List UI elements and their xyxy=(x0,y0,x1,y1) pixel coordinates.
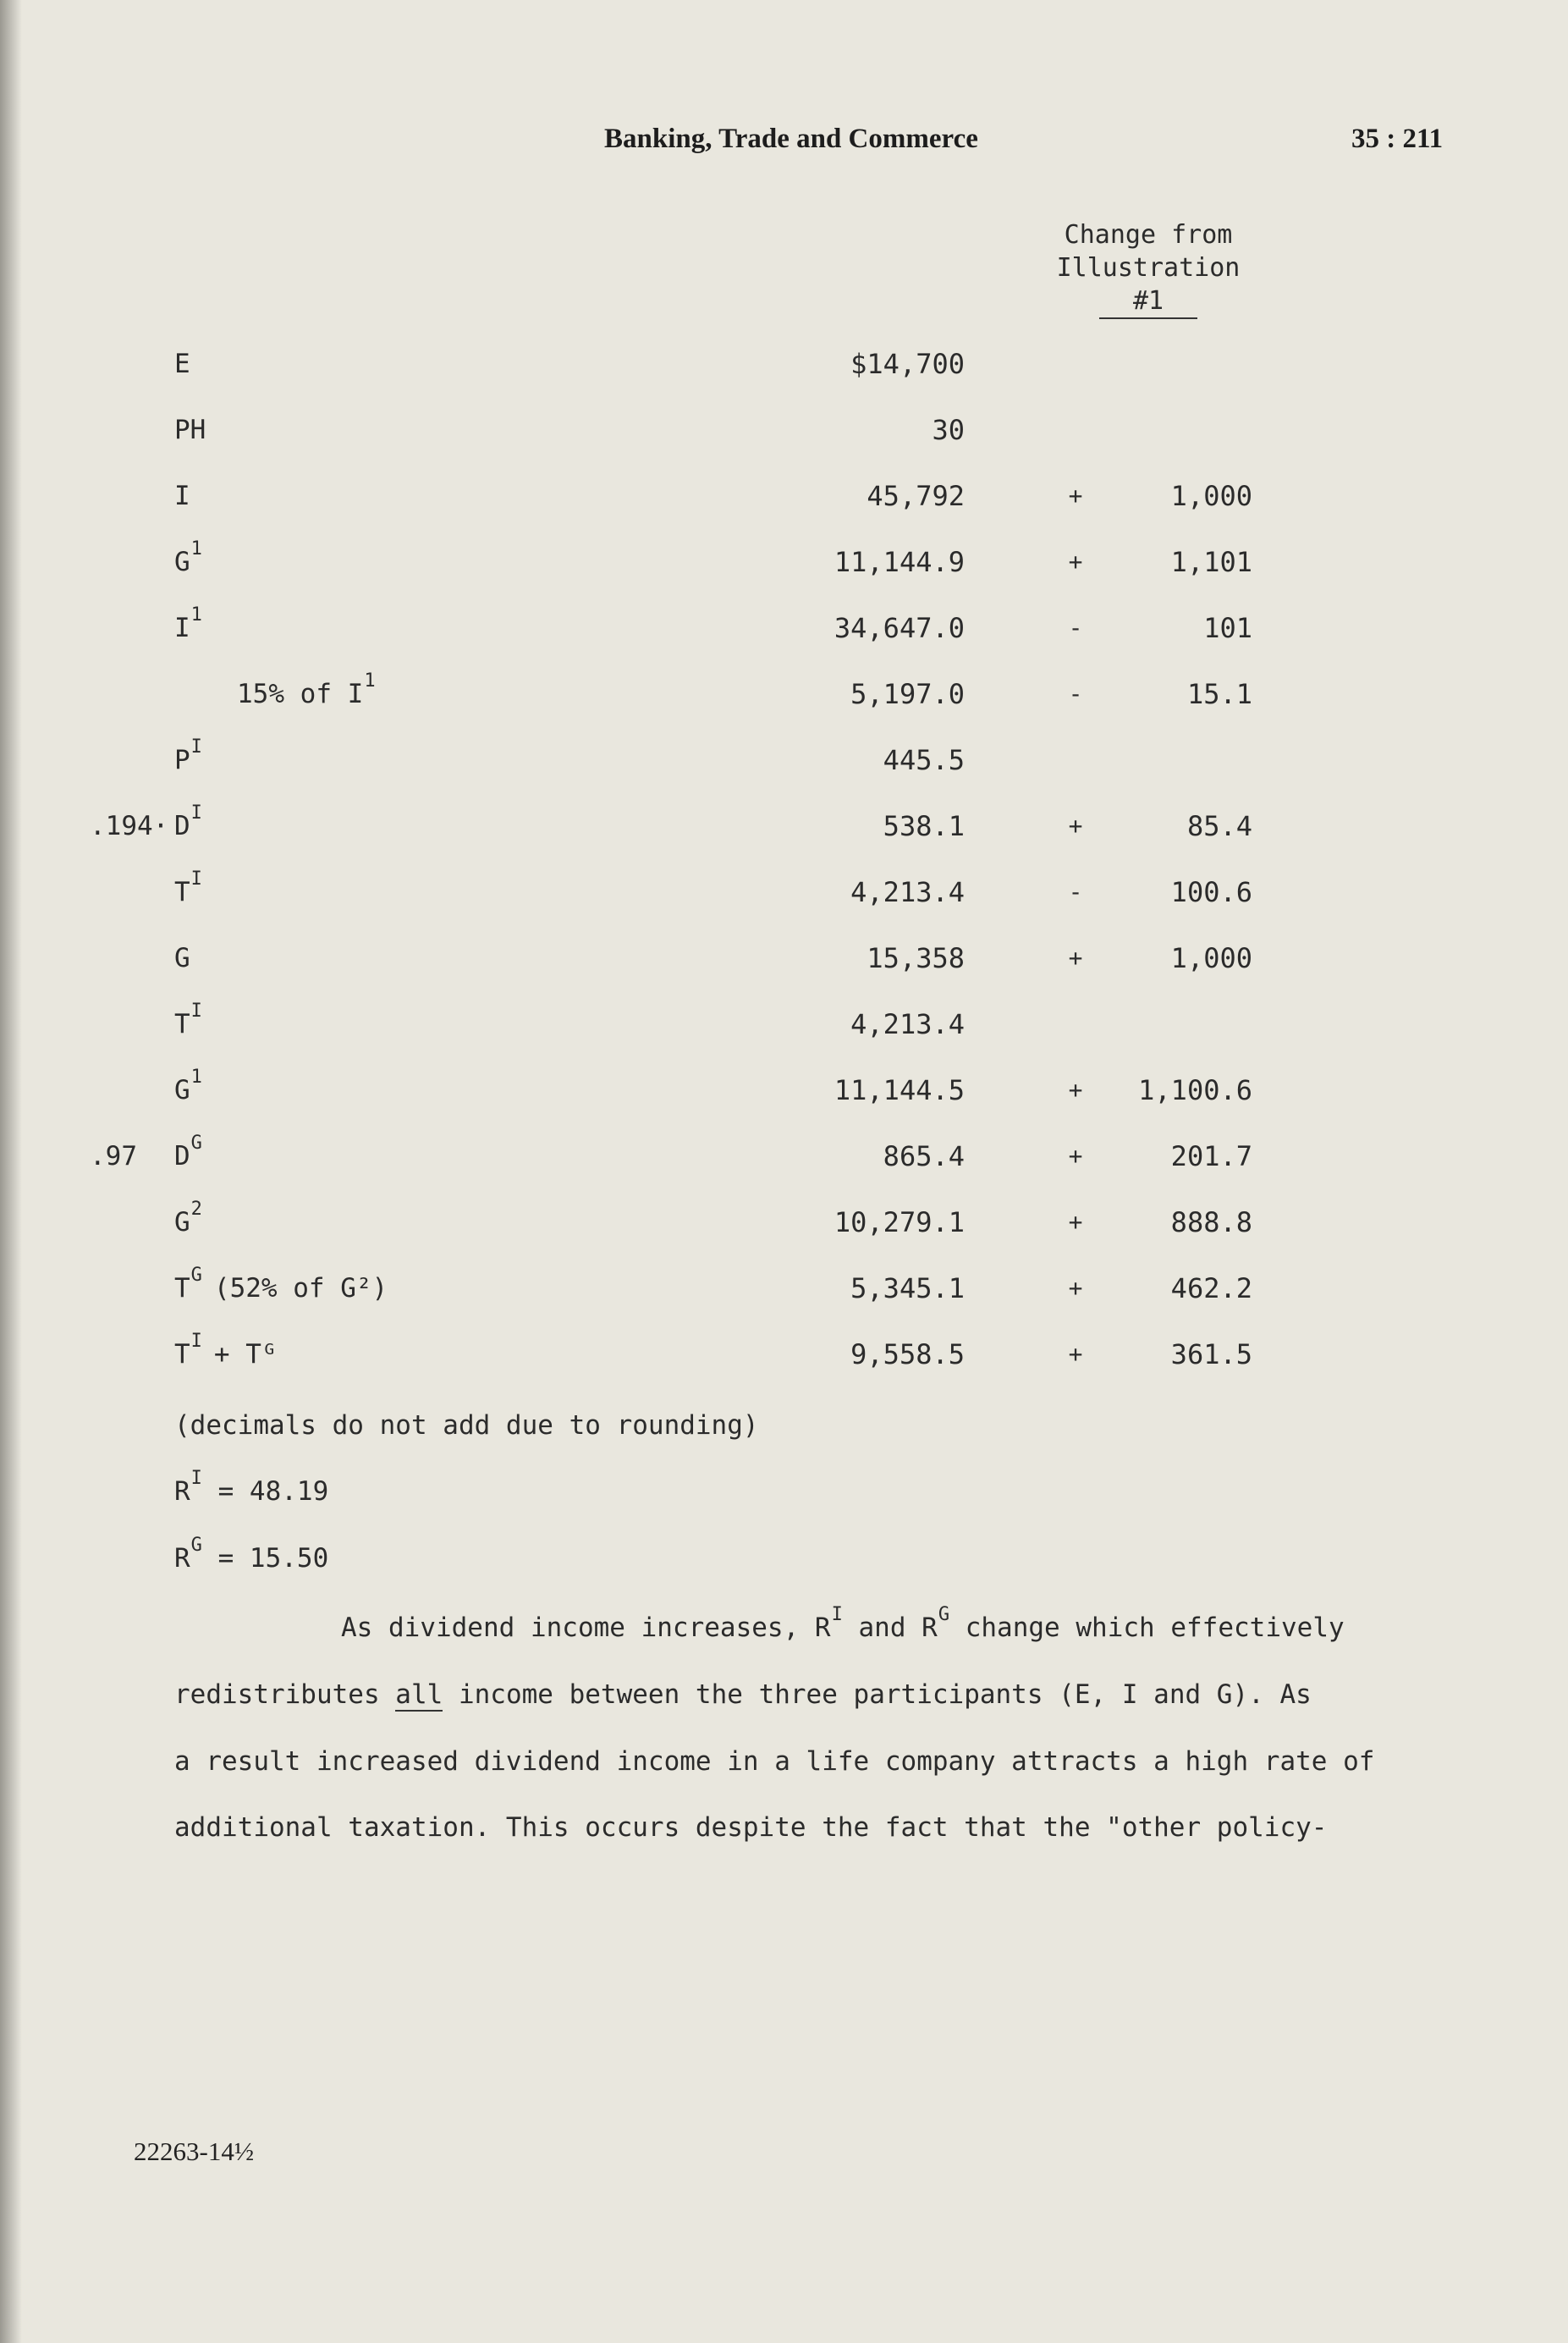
row-label-superscript: I xyxy=(190,1001,202,1022)
row-change-sign: - xyxy=(1068,614,1083,642)
row-label-superscript: 1 xyxy=(190,538,202,560)
row-value: 4,213.4 xyxy=(850,876,965,908)
paragraph-line-1-a: As dividend income increases, R xyxy=(341,1613,831,1643)
row-label-text: T xyxy=(174,877,190,907)
row-value: 445.5 xyxy=(883,744,965,776)
row-label-text: 15% of I xyxy=(237,679,364,709)
row-value: 11,144.9 xyxy=(834,546,965,578)
row-change-value: 361.5 xyxy=(1170,1338,1252,1370)
row-label-superscript: 1 xyxy=(190,604,202,626)
running-header-title: Banking, Trade and Commerce xyxy=(604,124,978,154)
row-label xyxy=(174,1133,202,1175)
column-header-line-1: Change from xyxy=(1064,220,1233,250)
row-change-sign: + xyxy=(1068,944,1083,972)
row-value: 9,558.5 xyxy=(850,1338,965,1370)
row-label-superscript: I xyxy=(190,868,202,890)
row-value: 30 xyxy=(932,414,965,446)
row-label-text: G xyxy=(174,1207,190,1238)
row-prefix: .97 xyxy=(90,1141,137,1172)
page-number: 35 : 211 xyxy=(1351,124,1444,154)
row-label xyxy=(174,538,202,581)
row-change-value: 888.8 xyxy=(1170,1206,1252,1238)
row-change-value: 101 xyxy=(1203,612,1252,644)
row-label xyxy=(174,736,202,779)
row-label-superscript: 1 xyxy=(190,1067,202,1088)
row-label xyxy=(174,349,190,379)
ratio-ri-label: R xyxy=(174,1476,190,1507)
row-change-value: 1,000 xyxy=(1170,480,1252,512)
row-change-value: 201.7 xyxy=(1170,1140,1252,1172)
row-value: 10,279.1 xyxy=(834,1206,965,1238)
row-label-text: P xyxy=(174,745,190,775)
row-label-text: T xyxy=(174,1273,190,1304)
page-binding-shadow xyxy=(0,0,22,2343)
paragraph-line-2-b: income between the three participants (E, I and G). As xyxy=(443,1679,1312,1710)
row-label-text: T xyxy=(174,1339,190,1370)
ratio-rg-label: R xyxy=(174,1543,190,1574)
row-label-superscript: 1 xyxy=(364,670,376,692)
ratio-rg xyxy=(174,1535,329,1577)
row-label-text: I xyxy=(174,481,190,511)
paragraph-line-3: a result increased dividend income in a life company attracts a high rate of xyxy=(174,1746,1375,1777)
paragraph-line-1-c: change which effectively xyxy=(949,1613,1345,1643)
row-value: $14,700 xyxy=(850,348,965,380)
row-label-superscript: I xyxy=(190,802,202,824)
row-change-sign: + xyxy=(1068,548,1083,576)
row-change-sign: + xyxy=(1068,1208,1083,1236)
row-label xyxy=(174,1199,202,1241)
row-change-value: 1,100.6 xyxy=(1138,1074,1252,1106)
row-label-superscript: I xyxy=(190,1331,202,1352)
row-change-sign: - xyxy=(1068,680,1083,708)
row-change-value: 1,101 xyxy=(1170,546,1252,578)
row-label xyxy=(174,868,202,911)
row-value: 5,345.1 xyxy=(850,1272,965,1304)
paragraph-line-2 xyxy=(174,1679,1444,1710)
row-label xyxy=(174,943,190,973)
row-label-text: G xyxy=(174,547,190,577)
ratio-ri-value: = 48.19 xyxy=(217,1476,329,1507)
row-value: 45,792 xyxy=(867,480,965,512)
ratio-rg-value: = 15.50 xyxy=(217,1543,329,1574)
row-label xyxy=(174,802,202,845)
row-value: 11,144.5 xyxy=(834,1074,965,1106)
row-change-value: 100.6 xyxy=(1170,876,1252,908)
row-change-sign: + xyxy=(1068,812,1083,840)
paragraph-line-4: additional taxation. This occurs despite the fact that the "other policy- xyxy=(174,1812,1328,1843)
row-change-sign: + xyxy=(1068,1340,1083,1368)
row-change-value: 462.2 xyxy=(1170,1272,1252,1304)
column-header-line-3-wrap xyxy=(1043,284,1254,319)
row-label-suffix: (52% of G²) xyxy=(213,1273,388,1304)
row-label-text: D xyxy=(174,811,190,841)
row-value: 865.4 xyxy=(883,1140,965,1172)
paragraph-line-1-b: and R xyxy=(842,1613,938,1643)
row-change-sign: + xyxy=(1068,482,1083,510)
rounding-note: (decimals do not add due to rounding) xyxy=(174,1410,759,1441)
page-footer-code: 22263-14½ xyxy=(134,2136,255,2166)
row-label-text: D xyxy=(174,1141,190,1172)
column-header-line-3: #1 xyxy=(1099,284,1197,319)
row-label xyxy=(174,1331,278,1373)
row-prefix: .194· xyxy=(90,811,169,841)
row-label-superscript: G xyxy=(190,1133,202,1154)
row-value: 4,213.4 xyxy=(850,1008,965,1040)
row-change-value: 1,000 xyxy=(1170,942,1252,974)
row-label xyxy=(237,670,376,713)
row-label xyxy=(174,1067,202,1109)
row-label xyxy=(174,1265,388,1307)
row-change-sign: + xyxy=(1068,1274,1083,1302)
column-header-line-2: Illustration xyxy=(1056,253,1241,283)
row-value: 5,197.0 xyxy=(850,678,965,710)
row-change-sign: + xyxy=(1068,1142,1083,1170)
paragraph-line-1-sup-g: G xyxy=(938,1604,950,1625)
row-label xyxy=(174,415,206,445)
change-column-header xyxy=(1043,218,1254,319)
ratio-ri-sup: I xyxy=(190,1468,202,1489)
paragraph-line-1 xyxy=(341,1604,1568,1646)
row-label-superscript: 2 xyxy=(190,1199,202,1220)
row-label xyxy=(174,1001,202,1043)
row-value: 34,647.0 xyxy=(834,612,965,644)
row-label-text: G xyxy=(174,1075,190,1105)
row-label-text: G xyxy=(174,943,190,973)
paragraph-underlined-word: all xyxy=(395,1679,443,1710)
row-label-text: T xyxy=(174,1009,190,1039)
row-change-sign: - xyxy=(1068,878,1083,906)
ratio-ri xyxy=(174,1468,329,1510)
row-change-value: 85.4 xyxy=(1186,810,1252,842)
row-value: 538.1 xyxy=(883,810,965,842)
row-label-superscript: I xyxy=(190,736,202,758)
ratio-rg-sup: G xyxy=(190,1535,202,1556)
row-label-text: PH xyxy=(174,415,206,445)
row-change-value: 15.1 xyxy=(1186,678,1252,710)
row-label-superscript: G xyxy=(190,1265,202,1286)
row-change-sign: + xyxy=(1068,1076,1083,1104)
row-value: 15,358 xyxy=(867,942,965,974)
row-label-suffix: + Tᴳ xyxy=(213,1339,278,1370)
row-label xyxy=(174,481,190,511)
row-label xyxy=(174,604,202,647)
paragraph-line-1-sup-i: I xyxy=(831,1604,843,1625)
row-label-text: E xyxy=(174,349,190,379)
paragraph-line-2-a: redistributes xyxy=(174,1679,396,1710)
row-label-text: I xyxy=(174,613,190,643)
